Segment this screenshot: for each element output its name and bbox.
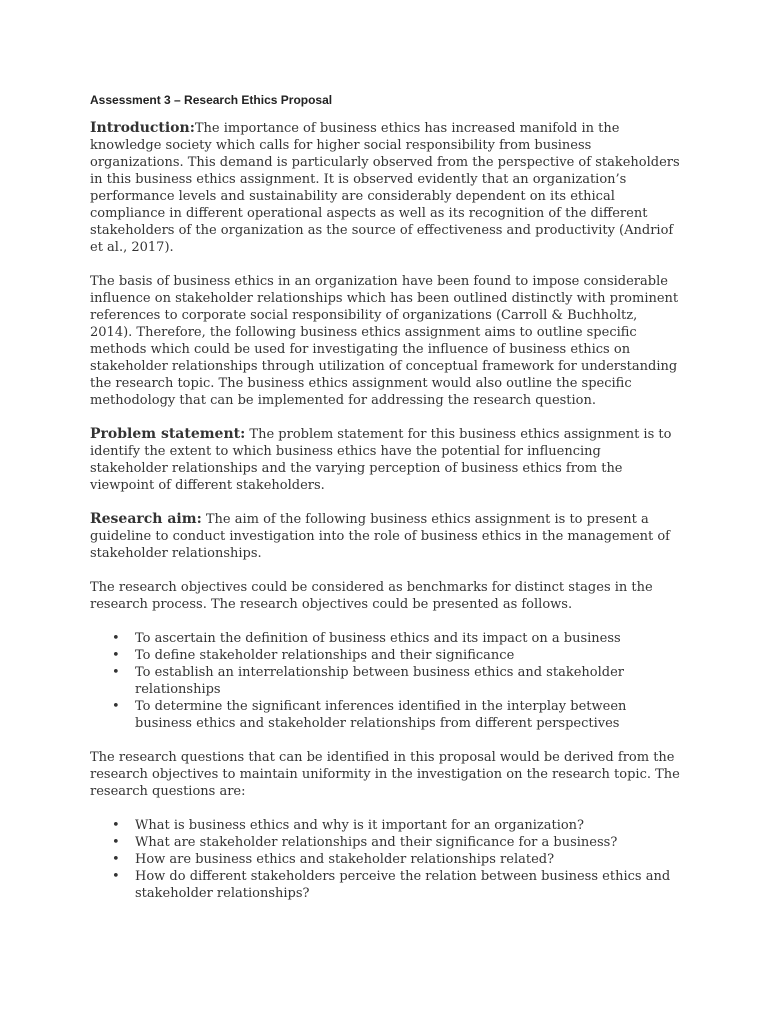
introduction-label: Introduction — [90, 120, 190, 136]
document-title: Assessment 3 – Research Ethics Proposal — [90, 93, 333, 107]
list-item — [90, 647, 680, 664]
question-text: What is business ethics and why is it important for an organization? — [135, 818, 585, 833]
list-item — [90, 664, 680, 698]
problem-statement-label: Problem statement — [90, 426, 241, 442]
list-item — [90, 834, 680, 851]
bullet-icon: • — [112, 852, 120, 867]
list-item — [90, 698, 680, 732]
research-aim-paragraph — [90, 511, 680, 562]
research-aim-label: Research aim — [90, 511, 197, 527]
question-text: How are business ethics and stakeholder relationships related? — [135, 852, 555, 867]
questions-intro-paragraph: The research questions that can be identified in this proposal would be derived from the research objectives to maintain uniformity in the investigation on the research topic. The research questions are: — [90, 750, 680, 799]
problem-statement-text: The problem statement for this business ethics assignment is to identify the extent to which business ethics have the potential for influencing stakeholder relationships and the varying perception of business ethics from the viewpoint of different stakeholders. — [90, 427, 672, 493]
objective-text: To define stakeholder relationships and their significance — [135, 648, 515, 663]
basis-paragraph: The basis of business ethics in an organization have been found to impose considerable influence on stakeholder relationships which has been outlined distinctly with prominent references to corporate social responsibility of organizations (Carroll & Buchholtz, 2014). Therefore, the following business ethics assignment aims to outline specific methods which could be used for investigating the influence of business ethics on stakeholder relationships through utilization of conceptual framework for understanding the research topic. The business ethics assignment would also outline the specific methodology that can be implemented for addressing the research question. — [90, 274, 679, 408]
objective-text: To ascertain the definition of business ethics and its impact on a business — [135, 631, 621, 646]
list-item — [90, 630, 680, 647]
document-page — [90, 92, 680, 919]
bullet-icon: • — [112, 699, 120, 714]
bullet-icon: • — [112, 835, 120, 850]
bullet-icon: • — [112, 818, 120, 833]
question-text: What are stakeholder relationships and their significance for a business? — [135, 835, 618, 850]
objective-text: To establish an interrelationship between business ethics and stakeholder relationships — [135, 665, 624, 697]
objectives-list — [90, 630, 680, 732]
list-item — [90, 851, 680, 868]
introduction-paragraph — [90, 120, 680, 256]
introduction-separator: : — [189, 120, 195, 136]
research-aim-text: The aim of the following business ethics assignment is to present a guideline to conduct investigation into the role of business ethics in the management of stakeholder relationships. — [90, 512, 670, 561]
bullet-icon: • — [112, 869, 120, 884]
research-aim-separator: : — [196, 511, 202, 527]
bullet-icon: • — [112, 665, 120, 680]
introduction-text: The importance of business ethics has increased manifold in the knowledge society which calls for higher social responsibility from business organizations. This demand is particularly observed from the perspective of stakeholders in this business ethics assignment. It is observed evidently that an organization’s performance levels and sustainability are considerably dependent on its ethical compliance in different operational aspects as well as its recognition of the different stakeholders of the organization as the source of effectiveness and productivity (Andriof et al., 2017). — [90, 121, 680, 255]
objective-text: To determine the significant inferences identified in the interplay between business ethics and stakeholder relationships from different perspectives — [135, 699, 627, 731]
list-item — [90, 817, 680, 834]
problem-statement-paragraph — [90, 426, 680, 494]
bullet-icon: • — [112, 631, 120, 646]
questions-list — [90, 817, 680, 902]
bullet-icon: • — [112, 648, 120, 663]
problem-statement-separator: : — [240, 426, 246, 442]
list-item — [90, 868, 680, 902]
objectives-intro-paragraph: The research objectives could be considered as benchmarks for distinct stages in the research process. The research objectives could be presented as follows. — [90, 580, 653, 612]
question-text: How do different stakeholders perceive the relation between business ethics and stakeholder relationships? — [135, 869, 671, 901]
